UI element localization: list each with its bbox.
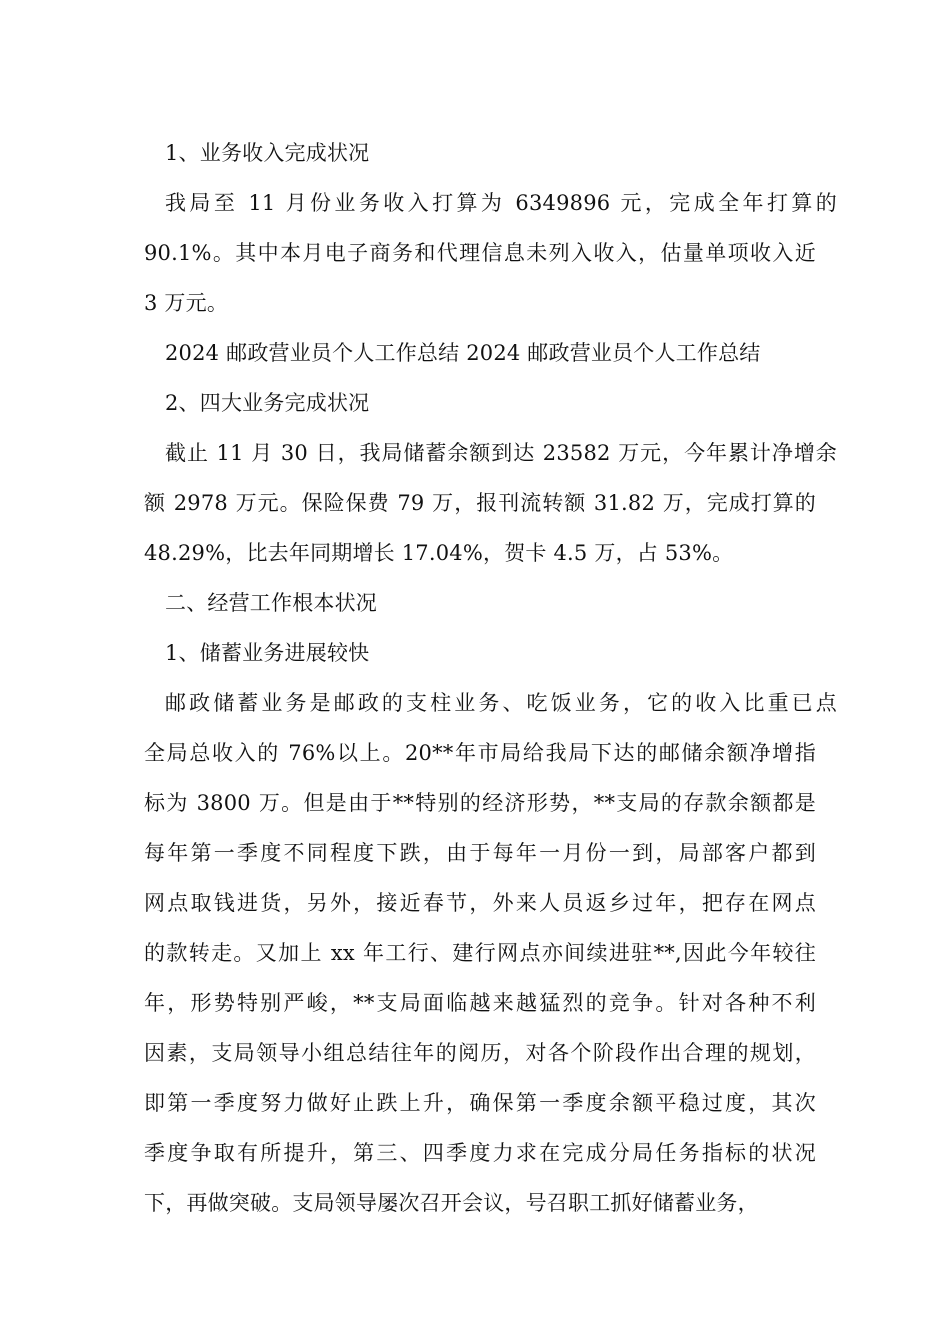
document-title-line: 2024 邮政营业员个人工作总结 2024 邮政营业员个人工作总结 [165,341,761,365]
section-heading-savings: 1、储蓄业务进展较快 [165,641,370,665]
paragraph-line: 额 2978 万元。保险保费 79 万，报刊流转额 31.82 万，完成打算的 [144,491,816,515]
paragraph-line: 的款转走。又加上 xx 年工行、建行网点亦间续进驻**,因此今年较往 [144,941,816,965]
paragraph-line: 每年第一季度不同程度下跌，由于每年一月份一到，局部客户都到 [144,841,816,865]
paragraph-line: 邮政储蓄业务是邮政的支柱业务、吃饭业务，它的收入比重已点 [165,691,837,715]
paragraph-line: 截止 11 月 30 日，我局储蓄余额到达 23582 万元，今年累计净增余 [165,441,837,465]
document-body [144,128,837,1228]
paragraph-line: 年，形势特别严峻，**支局面临越来越猛烈的竞争。针对各种不利 [144,991,816,1015]
paragraph-line: 3 万元。 [144,291,229,315]
paragraph-line: 全局总收入的 76%以上。20**年市局给我局下达的邮储余额净增指 [144,741,816,765]
paragraph-line: 即第一季度努力做好止跌上升，确保第一季度余额平稳过度，其次 [144,1091,816,1115]
section-heading-four-businesses: 2、四大业务完成状况 [165,391,370,415]
paragraph-line: 90.1%。其中本月电子商务和代理信息未列入收入，估量单项收入近 [144,241,816,265]
paragraph-line: 下，再做突破。支局领导屡次召开会议，号召职工抓好储蓄业务， [144,1191,759,1215]
paragraph-line: 标为 3800 万。但是由于**特别的经济形势，**支局的存款余额都是 [144,791,816,815]
section-heading-business-income: 1、业务收入完成状况 [165,141,370,165]
paragraph-line: 48.29%，比去年同期增长 17.04%，贺卡 4.5 万，占 53%。 [144,541,734,565]
paragraph-line: 网点取钱进货，另外，接近春节，外来人员返乡过年，把存在网点 [144,891,816,915]
paragraph-line: 我局至 11 月份业务收入打算为 6349896 元，完成全年打算的 [165,191,837,215]
section-heading-operations: 二、经营工作根本状况 [165,591,377,615]
paragraph-line: 因素，支局领导小组总结往年的阅历，对各个阶段作出合理的规划， [144,1041,816,1065]
paragraph-line: 季度争取有所提升，第三、四季度力求在完成分局任务指标的状况 [144,1141,816,1165]
